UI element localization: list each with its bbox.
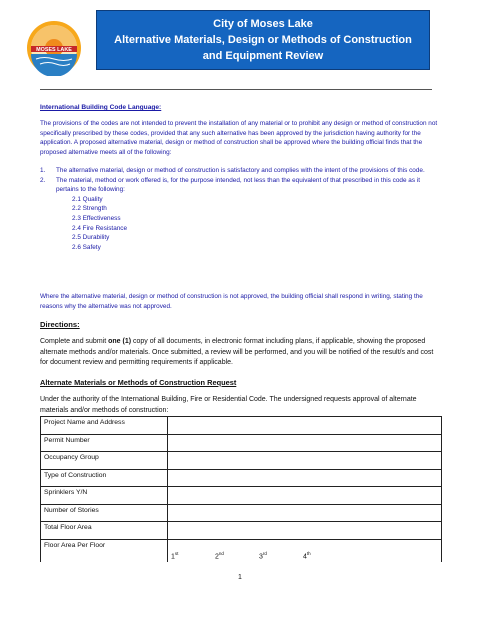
project-name-label: Project Name and Address <box>41 417 168 435</box>
moses-lake-logo-icon <box>26 20 82 76</box>
directions-heading: Directions: <box>40 320 80 329</box>
request-form-table <box>40 416 442 562</box>
occupancy-group-label: Occupancy Group <box>41 452 168 470</box>
code-language-intro: The provisions of the codes are not intended to prevent the installation of any material or to prohibit any design or method of construction not specifically prescribed by these codes, provided that any such alternative has been approved by the jurisdiction having authority for the application. A proposed alternative material, design or method of construction shall be approved where the building official finds that the proposed alternative meets all of the following: <box>40 120 438 156</box>
construction-type-field[interactable] <box>168 469 442 487</box>
sublist-item: 2.3 Effectiveness <box>72 214 121 222</box>
sublist <box>40 195 440 253</box>
header-divider <box>40 89 432 90</box>
floor-number: 2 <box>215 552 219 560</box>
table-row <box>41 504 442 522</box>
floor-ordinal: th <box>306 550 311 556</box>
list-item-number: 1. <box>40 167 46 174</box>
header-title-line3: and Equipment Review <box>202 50 324 62</box>
sublist-item: 2.4 Fire Resistance <box>72 224 128 232</box>
sprinklers-field[interactable] <box>168 487 442 505</box>
floor-3-label <box>259 551 303 560</box>
sublist-item: 2.6 Safety <box>72 243 101 251</box>
stories-field[interactable] <box>168 504 442 522</box>
table-row <box>41 522 442 540</box>
floor-list <box>171 542 438 560</box>
table-row <box>41 469 442 487</box>
list-item <box>40 166 440 176</box>
project-name-field[interactable] <box>168 417 442 435</box>
floor-1-label <box>171 551 215 560</box>
table-row <box>41 487 442 505</box>
total-floor-area-field[interactable] <box>168 522 442 540</box>
floor-area-per-floor-field[interactable] <box>168 539 442 562</box>
criteria-list <box>40 166 440 252</box>
table-row <box>41 539 442 562</box>
header-title-line1: City of Moses Lake <box>213 18 313 30</box>
directions-text <box>40 337 442 369</box>
floor-number: 1 <box>171 552 175 560</box>
occupancy-group-field[interactable] <box>168 452 442 470</box>
page-number: 1 <box>238 574 242 581</box>
code-language-heading: International Building Code Language: <box>40 104 162 111</box>
permit-number-label: Permit Number <box>41 434 168 452</box>
floor-2-label <box>215 551 259 560</box>
header-title-line2: Alternative Materials, Design or Methods of Construction <box>114 34 412 46</box>
floor-area-per-floor-label: Floor Area Per Floor <box>41 539 168 562</box>
table-row <box>41 452 442 470</box>
floor-number: 3 <box>259 552 263 560</box>
directions-text-end: copy of all documents, in electronic format including plans, if applicable, showing the proposed alternate methods and/or materials. Once submitted, a review will be performed, and you will be notified of the result/s and cost for document review and permitting requirements if applicable. <box>40 338 434 367</box>
floor-ordinal: rd <box>262 550 267 556</box>
list-item <box>40 176 440 195</box>
request-text: Under the authority of the International Building, Fire or Residential Code. The undersigned requests approval of alternate materials and/or methods of construction: <box>40 396 417 414</box>
table-row <box>41 417 442 435</box>
sprinklers-label: Sprinklers Y/N <box>41 487 168 505</box>
floor-ordinal: st <box>174 550 179 556</box>
sublist-item: 2.5 Durability <box>72 234 110 242</box>
list-item-text: The alternative material, design or method of construction is satisfactory and complies with the intent of the provisions of this code. <box>56 167 425 174</box>
header-title-box <box>96 10 430 70</box>
permit-number-field[interactable] <box>168 434 442 452</box>
total-floor-area-label: Total Floor Area <box>41 522 168 540</box>
directions-text-bold: one (1) <box>108 338 132 345</box>
table-row <box>41 434 442 452</box>
request-heading: Alternate Materials or Methods of Construction Request <box>40 378 237 387</box>
sublist-item: 2.1 Quality <box>72 195 103 203</box>
directions-text-start: Complete and submit <box>40 338 109 345</box>
floor-number: 4 <box>303 552 307 560</box>
list-item-number: 2. <box>40 176 46 184</box>
construction-type-label: Type of Construction <box>41 469 168 487</box>
code-language-closing: Where the alternative material, design or method of construction is not approved, the building official shall respond in writing, stating the reasons why the alternative was not approved. <box>40 293 423 310</box>
stories-label: Number of Stories <box>41 504 168 522</box>
floor-4-label <box>303 551 347 560</box>
logo-text: MOSES LAKE <box>36 47 72 53</box>
sublist-item: 2.2 Strength <box>72 205 107 213</box>
floor-ordinal: nd <box>218 550 224 556</box>
list-item-text: The material, method or work offered is, for the purpose intended, not less than the equivalent of that prescribed in this code as it pertains to the following: <box>56 176 421 194</box>
